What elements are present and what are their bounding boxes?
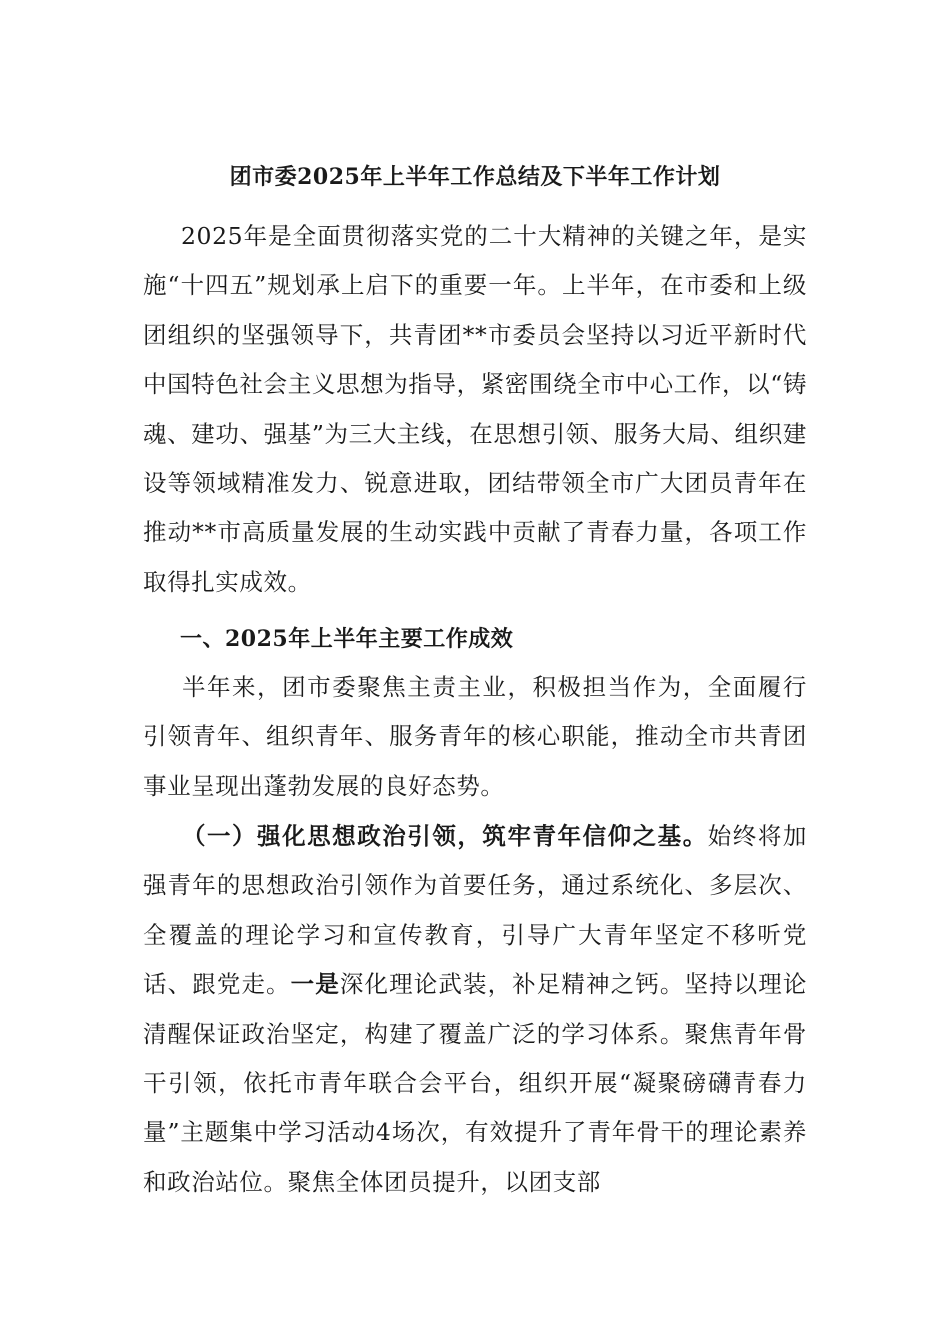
section1-summary-text: 半年来，团市委聚焦主责主业，积极担当作为，全面履行引领青年、组织青年、服务青年的核心职能，推动全市共青团事业呈现出蓬勃发展的良好态势。: [143, 673, 807, 800]
point-label-first: 一是: [290, 970, 340, 999]
document-title: 团市委2025年上半年工作总结及下半年工作计划: [229, 164, 721, 190]
intro-paragraph: [143, 212, 807, 607]
intro-paragraph-text: 2025年是全面贯彻落实党的二十大精神的关键之年，是实施“十四五”规划承上启下的重要一年。上半年，在市委和上级团组织的坚强领导下，共青团**市委员会坚持以习近平新时代中国特色社会主义思想为指导，紧密围绕全市中心工作，以“铸魂、建功、强基”为三大主线，在思想引领、服务大局、组织建设等领域精准发力、锐意进取，团结带领全市广大团员青年在推动**市高质量发展的生动实践中贡献了青春力量，各项工作取得扎实成效。: [143, 222, 807, 596]
subsection1-lead-heading: （一）强化思想政治引领，筑牢青年信仰之基。: [181, 822, 708, 850]
subsection1-text-part2: 深化理论武装，补足精神之钙。坚持以理论清醒保证政治坚定，构建了覆盖广泛的学习体系。聚焦青年骨干引领，依托市青年联合会平台，组织开展“凝聚磅礴青春力量”主题集中学习活动4场次，有效提升了青年骨干的理论素养和政治站位。聚焦全体团员提升，以团支部: [143, 970, 808, 1196]
section1-summary-paragraph: [143, 663, 807, 811]
section-heading-1: 一、2025年上半年主要工作成效: [180, 626, 514, 652]
subsection1-paragraph: [143, 812, 807, 1207]
subsection1-text-part1: 始终将加强青年的思想政治引领作为首要任务，通过系统化、多层次、全覆盖的理论学习和宣传教育，引导广大青年坚定不移听党话、跟党走。: [143, 822, 807, 999]
